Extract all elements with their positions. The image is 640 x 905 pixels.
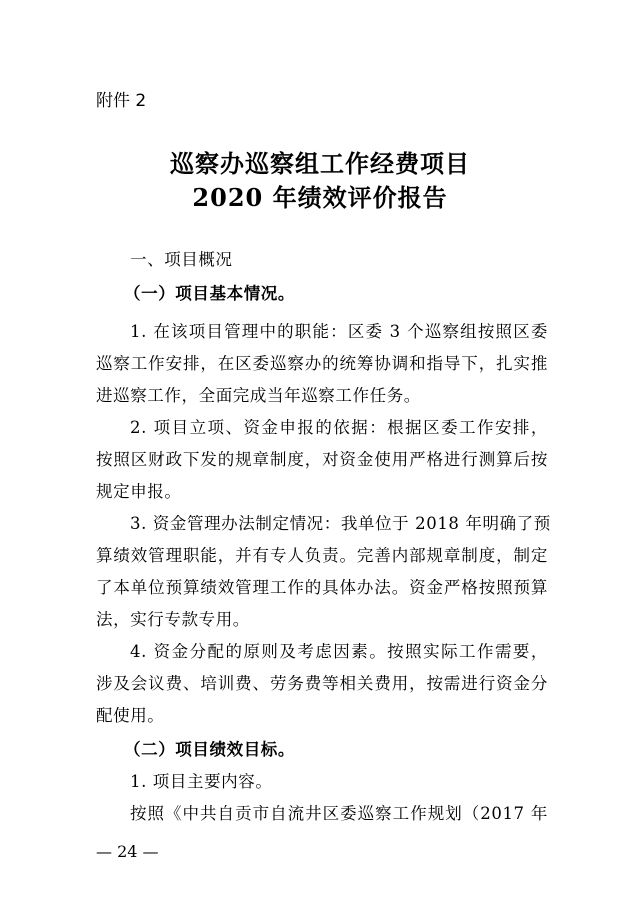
paragraph-line: 法，实行专款专用。 — [96, 610, 250, 629]
paragraph-line: 按照区财政下发的规章制度，对资金使用严格进行测算后按 — [96, 450, 548, 469]
attachment-label: 附件 2 — [96, 91, 147, 111]
document-title-line2: 2020 年绩效评价报告 — [192, 183, 448, 212]
subsection-heading-basic-info: （一）项目基本情况。 — [124, 284, 295, 303]
paragraph-line: 3. 资金管理办法制定情况：我单位于 2018 年明确了预 — [130, 514, 551, 533]
document-title-line1: 巡察办巡察组工作经费项目 — [170, 149, 470, 178]
paragraph-line: 配使用。 — [96, 706, 165, 725]
paragraph-line: 4. 资金分配的原则及考虑因素。按照实际工作需要， — [130, 642, 548, 661]
paragraph-line: 1. 在该项目管理中的职能：区委 3 个巡察组按照区委 — [130, 322, 548, 341]
paragraph-line: 2. 项目立项、资金申报的依据：根据区委工作安排， — [130, 418, 548, 437]
paragraph-line: 按照《中共自贡市自流井区委巡察工作规划（2017 年 — [130, 804, 548, 823]
subsection-heading-performance-goals: （二）项目绩效目标。 — [124, 740, 295, 759]
paragraph-line: 巡察工作安排，在区委巡察办的统筹协调和指导下，扎实推 — [96, 354, 548, 373]
paragraph-line: 涉及会议费、培训费、劳务费等相关费用，按需进行资金分 — [96, 674, 548, 693]
paragraph-line: 1. 项目主要内容。 — [130, 772, 273, 791]
section-heading-overview: 一、项目概况 — [130, 250, 233, 269]
paragraph-line: 规定申报。 — [96, 482, 182, 501]
paragraph-line: 进巡察工作，全面完成当年巡察工作任务。 — [96, 386, 421, 405]
page-number: — 24 — — [96, 842, 159, 861]
paragraph-line: 了本单位预算绩效管理工作的具体办法。资金严格按照预算 — [96, 578, 548, 597]
paragraph-line: 算绩效管理职能，并有专人负责。完善内部规章制度，制定 — [96, 546, 548, 565]
